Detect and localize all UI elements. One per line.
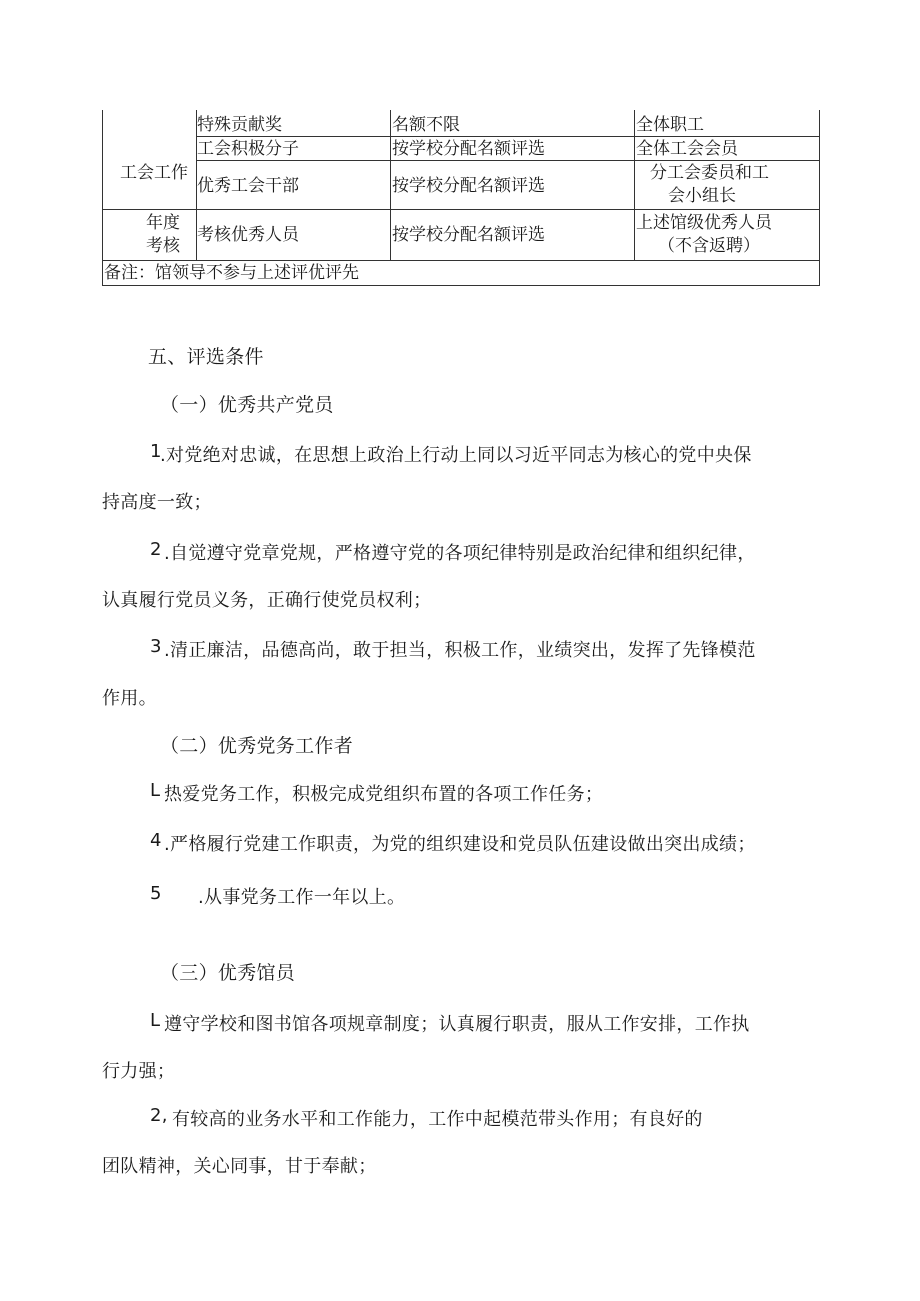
list-item-text: 团队精神，关心同事，甘于奉献；: [102, 1156, 377, 1177]
table-cell-scope-line: 上述馆级优秀人员: [636, 213, 772, 233]
list-item-text: 持高度一致；: [102, 492, 212, 513]
table-cell-item: 优秀工会干部: [197, 176, 299, 196]
table-line: [102, 285, 820, 286]
list-item-text: 行力强；: [102, 1061, 176, 1082]
table-cell-scope-line: （不含返聘）: [658, 236, 760, 256]
table-cell-category-line: 年度: [146, 213, 180, 233]
list-item-text: 有较高的业务水平和工作能力，工作中起模范带头作用；有良好的: [172, 1109, 703, 1130]
table-cell-scope-line: 分工会委员和工: [650, 163, 769, 183]
subsection-title: （三）优秀馆员: [160, 962, 296, 984]
table-cell-item: 工会积极分子: [197, 139, 299, 159]
list-item-number: L: [150, 780, 161, 801]
list-item-text: 作用。: [102, 688, 157, 709]
table-cell-category: 工会工作: [120, 163, 188, 183]
section-title: 五、评选条件: [148, 346, 264, 368]
table-line: [102, 209, 820, 210]
table-cell-scope-line: 会小组长: [668, 186, 736, 206]
table-cell-quota: 按学校分配名额评选: [392, 225, 545, 245]
table-cell-scope: 全体工会会员: [636, 139, 738, 159]
table-cell-item: 考核优秀人员: [197, 225, 299, 245]
table-line: [102, 110, 103, 286]
list-item-text: 遵守学校和图书馆各项规章制度；认真履行职责，服从工作安排，工作执: [164, 1014, 750, 1035]
list-item-number: 3: [150, 636, 162, 657]
list-item-text: 热爱党务工作，积极完成党组织布置的各项工作任务；: [164, 784, 604, 805]
list-item-number: L: [150, 1010, 161, 1031]
list-item-number: 1: [150, 441, 162, 462]
table-cell-scope: 全体职工: [636, 115, 704, 135]
table-cell-quota: 按学校分配名额评选: [392, 176, 545, 196]
list-item-number: 4: [150, 830, 162, 851]
table-line: [390, 110, 391, 260]
table-line: [634, 110, 635, 260]
list-item-text: 认真履行党员义务，正确行使党员权利；: [102, 590, 432, 611]
table-cell-quota: 名额不限: [392, 115, 460, 135]
table-cell-category-line: 考核: [146, 236, 180, 256]
list-item-text: .从事党务工作一年以上。: [198, 887, 406, 908]
table-line: [196, 160, 820, 161]
table-line: [196, 136, 820, 137]
list-item-text: .对党绝对忠诚，在思想上政治上行动上同以习近平同志为核心的党中央保: [160, 445, 752, 466]
list-item-text: .自觉遵守党章党规，严格遵守党的各项纪律特别是政治纪律和组织纪律，: [164, 543, 756, 564]
subsection-title: （二）优秀党务工作者: [160, 735, 354, 757]
table-note: 备注：馆领导不参与上述评优评先: [104, 263, 359, 283]
list-item-number: 2,: [150, 1105, 168, 1126]
list-item-number: 2: [150, 539, 162, 560]
list-item-number: 5: [150, 883, 162, 904]
table-cell-item: 特殊贡献奖: [197, 115, 282, 135]
list-item-text: .严格履行党建工作职责，为党的组织建设和党员队伍建设做出突出成绩；: [164, 834, 756, 855]
list-item-text: .清正廉洁，品德高尚，敢于担当，积极工作，业绩突出，发挥了先锋模范: [164, 640, 756, 661]
awards-table: [102, 110, 820, 286]
table-line: [102, 260, 820, 261]
subsection-title: （一）优秀共产党员: [160, 394, 334, 416]
table-line: [819, 110, 820, 286]
table-cell-quota: 按学校分配名额评选: [392, 139, 545, 159]
